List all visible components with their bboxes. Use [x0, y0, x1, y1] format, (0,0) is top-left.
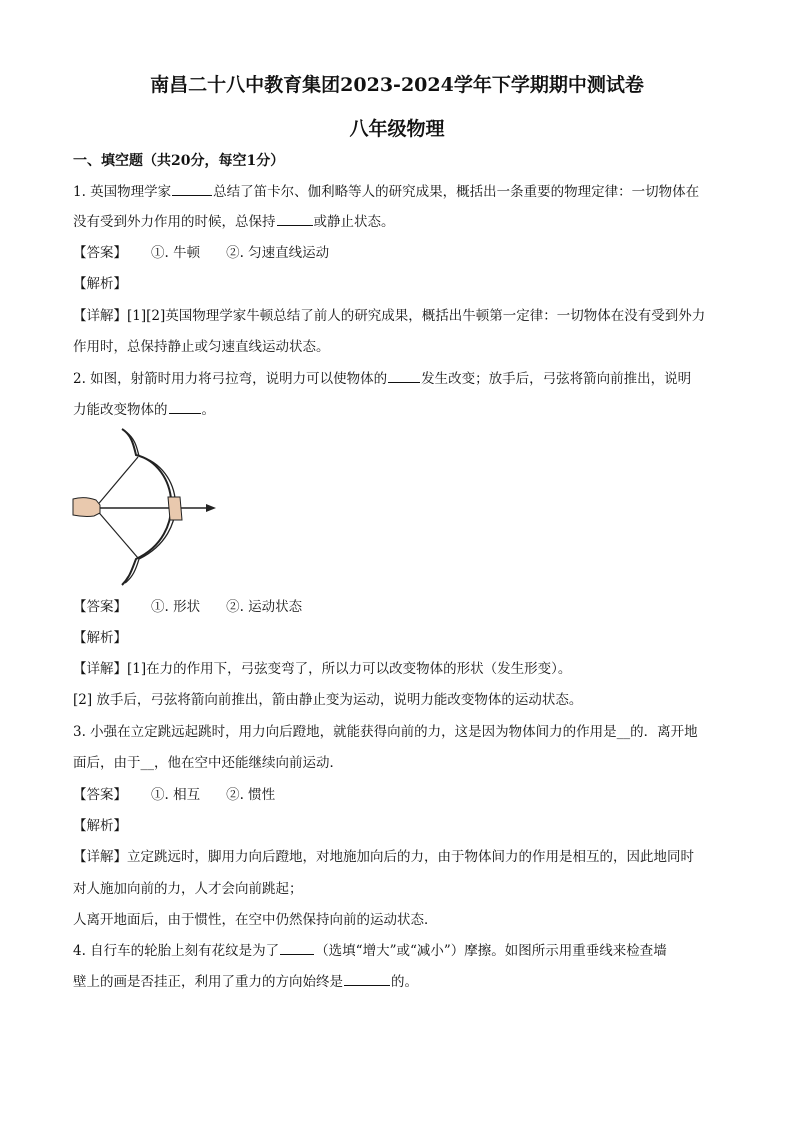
q3-answer: [73, 786, 301, 804]
bow-icon: [95, 429, 175, 585]
q3-answer-1: ①. 相互: [151, 787, 201, 803]
answer-label: 【答案】: [73, 599, 127, 615]
q2-text-d: 。: [201, 402, 215, 418]
q1-text-c: 没有受到外力作用的时候，总保持: [73, 214, 276, 230]
q1-analysis-label: 【解析】: [73, 276, 127, 292]
q2-line2: [73, 401, 215, 419]
q3-line1: 3. 小强在立定跳远起跳时，用力向后蹬地，就能获得向前的力，这是因为物体间力的作用是__的．离开地: [73, 724, 698, 740]
answer-label: 【答案】: [73, 245, 127, 261]
q1-text-a: 1. 英国物理学家: [73, 184, 172, 200]
q4-blank-2: [344, 973, 390, 986]
q2-detail-2: [2] 放手后，弓弦将箭向前推出，箭由静止变为运动，说明力能改变物体的运动状态。: [73, 692, 583, 708]
q4-text-a: 4. 自行车的轮胎上刻有花纹是为了: [73, 943, 280, 959]
q2-blank-2: [169, 401, 201, 414]
q2-answer: [73, 598, 328, 616]
answer-label: 【答案】: [73, 787, 127, 803]
q2-detail-1: 【详解】[1]在力的作用下，弓弦变弯了，所以力可以改变物体的形状（发生形变）。: [73, 661, 572, 677]
q1-blank-1: [172, 183, 212, 196]
q2-answer-1: ①. 形状: [151, 599, 201, 615]
q2-text-a: 2. 如图，射箭时用力将弓拉弯，说明力可以使物体的: [73, 371, 388, 387]
q1-text-b: 总结了笛卡尔、伽利略等人的研究成果，概括出一条重要的物理定律：一切物体在: [213, 184, 700, 200]
q4-text-b: （选填“增大”或“减小”）摩擦。如图所示用重垂线来检查墙: [315, 943, 667, 959]
arrow-icon: [98, 504, 216, 512]
q4-text-c: 壁上的画是否挂正，利用了重力的方向始终是: [73, 974, 343, 990]
q2-blank-1: [388, 370, 420, 383]
section-heading: 一、填空题（共20分，每空1分）: [73, 153, 285, 169]
q3-detail-2: 对人施加向前的力，人才会向前跳起；: [73, 881, 303, 897]
q3-analysis-label: 【解析】: [73, 818, 127, 834]
q1-text-d: 或静止状态。: [313, 214, 395, 230]
q3-answer-2: ②. 惯性: [226, 787, 276, 803]
q4-line1: [73, 942, 667, 960]
q2-analysis-label: 【解析】: [73, 630, 127, 646]
q3-line2: 面后，由于__，他在空中还能继续向前运动．: [73, 755, 343, 771]
q1-detail-1: 【详解】[1][2]英国物理学家牛顿总结了前人的研究成果，概括出牛顿第一定律：一切物体在没有受到外力: [73, 308, 706, 324]
q1-line1: [73, 183, 699, 201]
q2-answer-2: ②. 运动状态: [226, 599, 303, 615]
q1-blank-2: [277, 213, 313, 226]
q1-answer: [73, 244, 355, 262]
q2-line1: [73, 370, 691, 388]
q2-text-c: 力能改变物体的: [73, 402, 168, 418]
bow-and-arrow-figure: [70, 425, 220, 590]
q1-answer-1: ①. 牛顿: [151, 245, 201, 261]
q1-line2: [73, 213, 395, 231]
q4-text-d: 的。: [391, 974, 418, 990]
q4-blank-1: [280, 942, 314, 955]
q4-line2: [73, 973, 418, 991]
q2-text-b: 发生改变；放手后，弓弦将箭向前推出，说明: [421, 371, 692, 387]
q3-detail-3: 人离开地面后，由于惯性，在空中仍然保持向前的运动状态．: [73, 912, 438, 928]
q1-detail-2: 作用时，总保持静止或匀速直线运动状态。: [73, 339, 330, 355]
exam-title: 南昌二十八中教育集团2023-2024学年下学期期中测试卷: [150, 74, 644, 96]
exam-subtitle: 八年级物理: [349, 118, 445, 140]
q1-answer-2: ②. 匀速直线运动: [226, 245, 330, 261]
q3-detail-1: 【详解】立定跳远时，脚用力向后蹬地，对地施加向后的力，由于物体间力的作用是相互的，因此地同时: [73, 849, 694, 865]
